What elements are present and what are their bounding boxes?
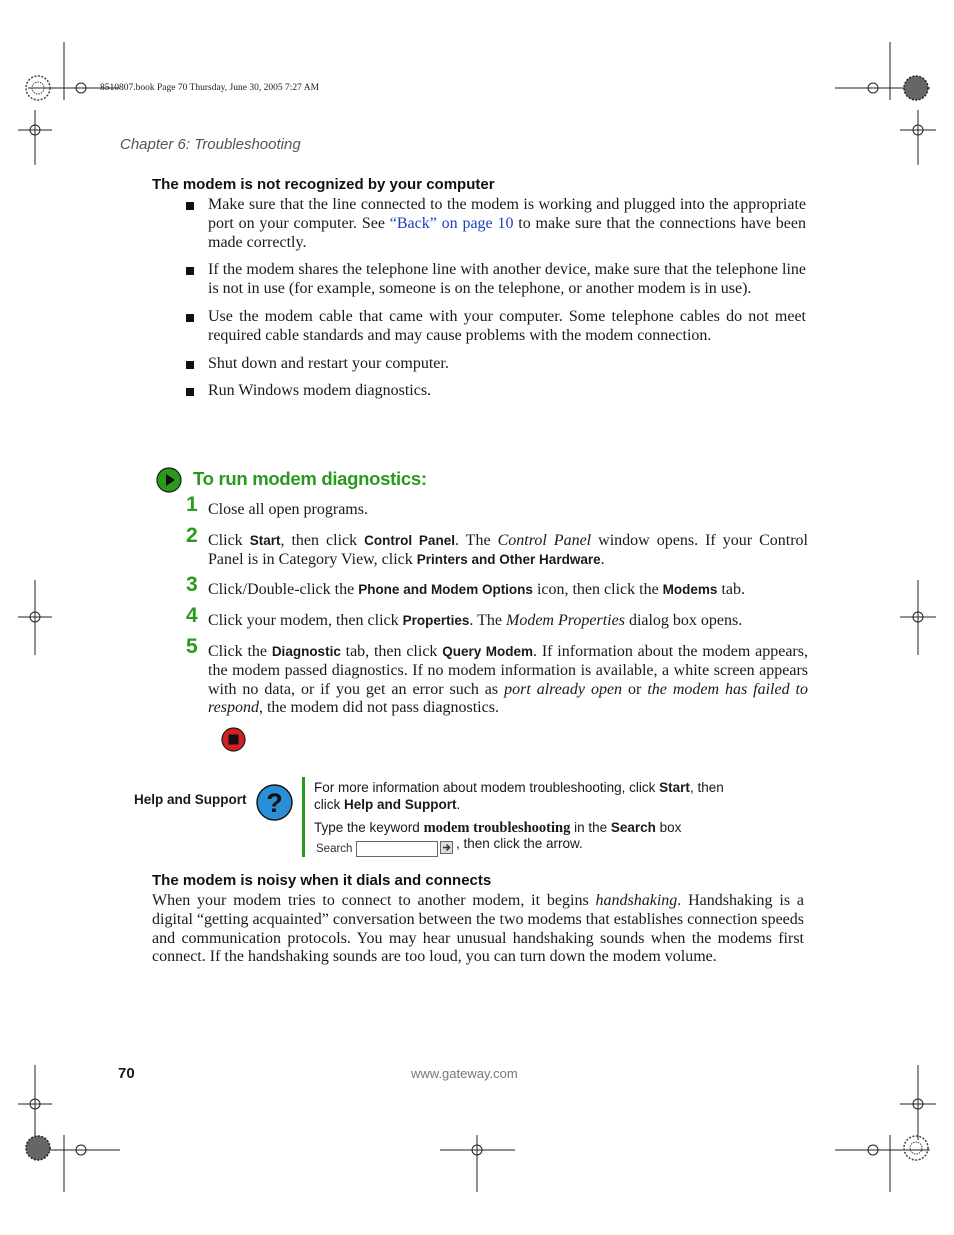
step-item: 4 Click your modem, then click Properties. The Modem Properties dialog box opens. [186, 604, 743, 630]
ui-modems-tab: Modems [662, 582, 718, 598]
arrow-right-icon [440, 841, 453, 854]
troubleshooting-bullet-list [186, 196, 806, 410]
help-question-icon [256, 784, 293, 821]
step-number: 3 [186, 573, 198, 597]
ui-properties: Properties [402, 613, 470, 629]
bullet-square-icon [186, 361, 194, 369]
help-support-line3: , then click the arrow. [456, 836, 583, 851]
bullet-item: If the modem shares the telephone line with another device, make sure that the telephone line is not in use (for example, someone is on the telephone, or another modem is in use). [186, 261, 806, 299]
bullet-item: Make sure that the line connected to the modem is working and plugged into the appropriate port on your computer. See “Back” on page 10 to make sure that the connections have been made correctly. [186, 196, 806, 252]
help-support-label: Help and Support [134, 792, 247, 807]
handshaking-paragraph: When your modem tries to connect to another modem, it begins handshaking. Handshaking is a digital “getting acquainted” conversation between the two modems that establishes connection speeds and communication protocols. You may hear unusual handshaking sounds when the modems first connect. If the handshaking sounds are too loud, you can turn down the modem volume. [152, 892, 805, 966]
step-number: 4 [186, 604, 198, 628]
bullet-item: Run Windows modem diagnostics. [186, 382, 806, 401]
procedure-steps [186, 493, 809, 718]
step-number: 1 [186, 493, 198, 516]
ui-diagnostic-tab: Diagnostic [271, 643, 341, 659]
section-heading-noisy: The modem is noisy when it dials and connects [152, 872, 492, 889]
bullet-square-icon [186, 314, 194, 322]
bullet-item: Shut down and restart your computer. [186, 355, 806, 374]
footer-url: www.gateway.com [411, 1066, 518, 1081]
step-item: 5 Click the Diagnostic tab, then click Query Modem. If information about the modem appears, the modem passed diagnostics. If no modem information is available, a white screen appears with no data, or if you get an error such as port already open or the modem has failed to respond, the modem did not pass diagnostics. [186, 634, 808, 717]
procedure-title: To run modem diagnostics: [193, 468, 427, 489]
help-support-line2: Type the keyword modem troubleshooting in the Search box [314, 820, 682, 836]
ui-printers-hardware: Printers and Other Hardware [416, 551, 601, 567]
step-item: 1 Close all open programs. [186, 493, 368, 518]
help-support-divider [302, 777, 305, 857]
svg-text:?: ? [266, 788, 283, 818]
section-heading-not-recognized: The modem is not recognized by your computer [152, 176, 495, 193]
step-item: 3 Click/Double-click the Phone and Modem Options icon, then click the Modems tab. [186, 573, 745, 599]
bullet-square-icon [186, 267, 194, 275]
book-header: 8510807.book Page 70 Thursday, June 30, 2005 7:27 AM [100, 83, 320, 93]
ui-start: Start [249, 532, 281, 548]
ui-query-modem: Query Modem [442, 643, 534, 659]
step-number: 5 [186, 634, 198, 658]
bullet-square-icon [186, 202, 194, 210]
ui-control-panel: Control Panel [364, 532, 455, 548]
search-input [356, 841, 438, 857]
search-label: Search [316, 843, 353, 855]
bullet-item: Use the modem cable that came with your computer. Some telephone cables do not meet required cable standards and may cause problems with the modem connection. [186, 308, 806, 346]
ui-phone-modem-options: Phone and Modem Options [358, 582, 533, 598]
step-item: 2 Click Start, then click Control Panel. The Control Panel window opens. If your Control Panel is in Category View, click Printers and Other Hardware. [186, 523, 809, 568]
stop-icon [221, 727, 246, 752]
step-number: 2 [186, 523, 198, 547]
play-arrow-icon [156, 467, 182, 493]
bullet-square-icon [186, 388, 194, 396]
back-page-link[interactable]: “Back” on page 10 [389, 214, 514, 232]
chapter-title: Chapter 6: Troubleshooting [120, 136, 301, 153]
help-support-line1: For more information about modem troubleshooting, click Start, then click Help and Support. [314, 780, 724, 812]
page-number: 70 [118, 1065, 135, 1082]
